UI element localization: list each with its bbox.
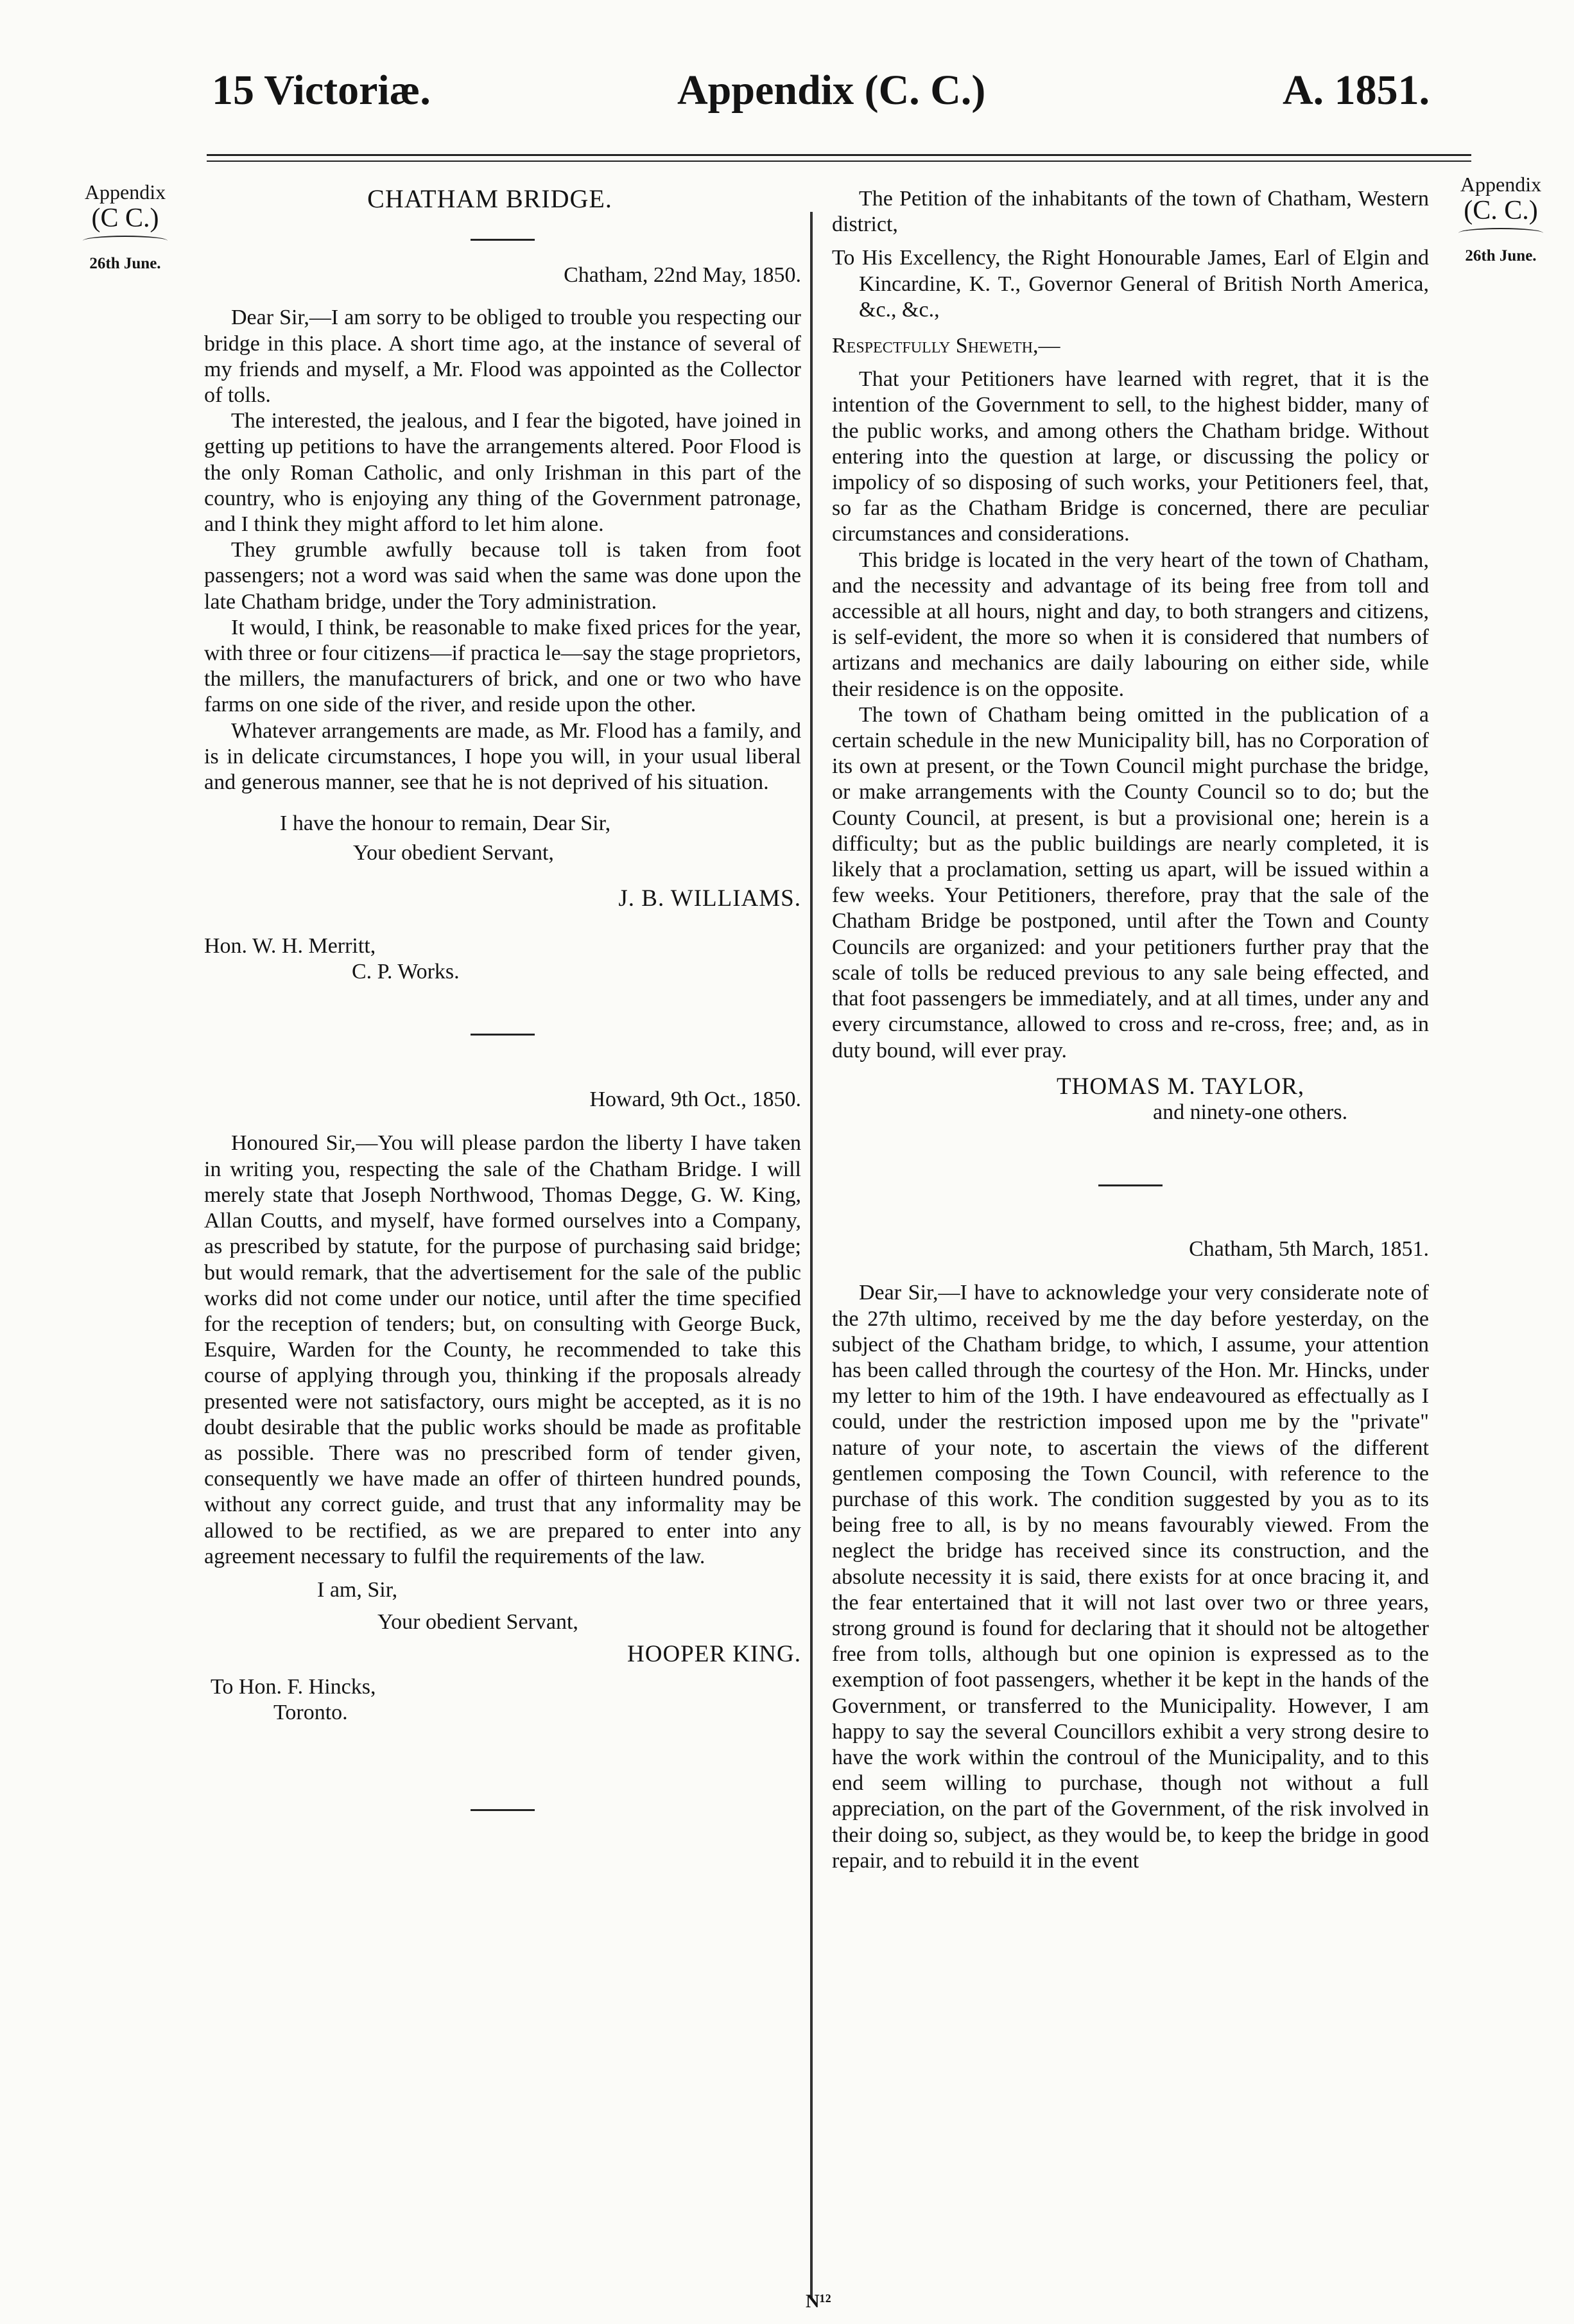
column-divider bbox=[810, 212, 813, 2298]
short-rule bbox=[1098, 1184, 1163, 1186]
letter1-closing-servant: Your obedient Servant, bbox=[353, 841, 554, 865]
letter1-dateline: Chatham, 22nd May, 1850. bbox=[564, 263, 801, 288]
short-rule bbox=[471, 239, 535, 241]
letter2-paragraph: Honoured Sir,—You will please pardon the liberty I have taken in writing you, respecting the sale of the Chatham Bridge. I will merely state that Joseph Northwood, Thomas Degge, G. W. King, Allan Coutts, and myself, have formed ourselves into a Company, as prescribed by statute, for the purpose of purchasing said bridge; but would remark, that the advertisement for the sale of the public works did not come under our notice, until after the time specified for the reception of tenders; but, on consulting with George Buck, Esquire, Warden for the County, he recommended to take this course of applying through you, thinking if the proposals already presented were not satisfactory, ours might be accepted, as it is no doubt desirable that the public works should be made as profitable as possible. There was no prescribed form of tender given, consequently we have made an offer of thirteen hundred pounds, without any correct guide, and trust that any informality may be allowed to be rectified, as we are prepared to enter into any agreement necessary to fulfil the requirements of the law. bbox=[204, 1131, 801, 1568]
petition-intro: The Petition of the inhabitants of the town of Chatham, Western district, bbox=[832, 187, 1429, 237]
short-rule bbox=[471, 1034, 535, 1036]
petition-signature: THOMAS M. TAYLOR, bbox=[1057, 1073, 1305, 1100]
letter1-addressee-office: C. P. Works. bbox=[352, 960, 460, 984]
short-rule bbox=[471, 1809, 535, 1811]
margin-note-label: Appendix bbox=[84, 180, 166, 204]
letter2-closing: I am, Sir, bbox=[317, 1577, 398, 1602]
letter1-paragraph: Dear Sir,—I am sorry to be obliged to trouble you respecting our bridge in this place. A short time ago, at the instance of several of my friends and myself, a Mr. Flood was appointed as the Collector of tolls. bbox=[204, 306, 801, 408]
petition-paragraph: The town of Chatham being omitted in the publication of a certain schedule in the new Municipality bill, has no Corporation of its own at present, or the Town Council might purchase the bridge, or make arrangements with the County Council so to do; but the County Council, at present, is but a provisional one; herein is a difficulty; but as the public buildings are nearly completed, it is likely that a proclamation, setting us apart, will be issued within a few weeks. Your Petitioners, therefore, pray that the sale of the Chatham Bridge be postponed, until after the Town and County Councils are organized: and your petitioners further pray that the scale of tolls be reduced previous to any sale being effected, and that foot passengers be immediately, and at all times, under any and every circumstance, allowed to cross and re-cross, free; and, as in duty bound, will ever pray. bbox=[832, 702, 1429, 1062]
margin-note-label: Appendix bbox=[1460, 173, 1542, 196]
margin-note-date: 26th June. bbox=[89, 255, 161, 273]
header-rule-thin bbox=[207, 160, 1471, 162]
letter1-closing: I have the honour to remain, Dear Sir, bbox=[280, 811, 611, 836]
left-column bbox=[204, 186, 801, 1811]
margin-note-code: (C. C.) bbox=[1464, 196, 1538, 226]
letter1-paragraph: The interested, the jealous, and I fear the bigoted, have joined in getting up petitions to have the arrangements altered. Poor Flood is the only Roman Catholic, and only Irishman in this part of the country, who is enjoying any thing of the Government patronage, and I think they might afford to let him alone. bbox=[204, 409, 801, 537]
letter1-paragraph: They grumble awfully because toll is taken from foot passengers; not a word was said when the same was done upon the late Chatham bridge, under the Tory administration. bbox=[204, 538, 801, 614]
letter2-signature: HOOPER KING. bbox=[627, 1641, 801, 1668]
petition-paragraph: This bridge is located in the very heart of the town of Chatham, and the necessity and advantage of its being free from toll and accessible at all hours, night and day, to both strangers and citizens, is self-evident, the more so when it is considered that numbers of artizans and mechanics are daily labouring on either side, while their residence is on the opposite. bbox=[832, 548, 1429, 701]
margin-note-date: 26th June. bbox=[1465, 247, 1537, 265]
letter2-addressee: To Hon. F. Hincks, bbox=[211, 1674, 376, 1699]
header-right: A. 1851. bbox=[1283, 67, 1430, 114]
petition-sheweth: Respectfully Sheweth,— bbox=[832, 334, 1060, 358]
letter2-dateline: Howard, 9th Oct., 1850. bbox=[589, 1088, 801, 1112]
letter1-addressee: Hon. W. H. Merritt, bbox=[204, 933, 376, 958]
letter1-paragraph: It would, I think, be reasonable to make fixed prices for the year, with three or four citizens—if practica le—say the stage proprietors, the millers, the manufacturers of brick, and one or two who have farms on one side of the river, and reside upon the other. bbox=[204, 615, 801, 717]
petition-paragraph: That your Petitioners have learned with regret, that it is the intention of the Government to sell, to the highest bidder, many of the public works, and among others the Chatham bridge. Without entering into the question at large, or discussing the policy or impolicy of so disposing of such works, your Petitioners feel, that, so far as the Chatham Bridge is concerned, there are peculiar circumstances and considerations. bbox=[832, 367, 1429, 546]
right-column bbox=[832, 186, 1429, 1874]
brace-divider bbox=[1458, 228, 1543, 238]
letter2-addressee-city: Toronto. bbox=[273, 1700, 348, 1724]
margin-note-left bbox=[67, 181, 183, 273]
header-center: Appendix (C. C.) bbox=[677, 67, 986, 114]
letter3-paragraph: Dear Sir,—I have to acknowledge your very considerate note of the 27th ultimo, received by me the day before yesterday, on the subject of the Chatham bridge, to which, I assume, your attention has been called through the courtesy of the Hon. Mr. Hincks, under my letter to him of the 19th. I have endeavoured as effectually as I could, under the restriction imposed upon me by the "private" nature of your note, to ascertain the views of the different gentlemen composing the Town Council, with reference to the purchase of this work. The condition suggested by you as to its being free to all, is by no means favourably viewed. From the neglect the bridge has received since its construction, and the absolute necessity it is said, there exists for at once bracing it, and the fear entertained that it will not last over two or three years, strong ground is found for declaring that it should not be altogether free from tolls, although but one opinion is expressed as to the exemption of foot passengers, whether it be kept in the hands of the Government, or transferred to the Municipality. However, I am happy to say the several Councillors exhibit a very strong desire to have the work within the controul of the Municipality, and to this end seem willing to purchase, though not without a full appreciation, on the part of the Government, of the risk involved in their doing so, subject, as they would be, to keep the bridge in good repair, and to rebuild it in the event bbox=[832, 1281, 1429, 1873]
petition-cosigners: and ninety-one others. bbox=[1153, 1100, 1348, 1124]
section-title: CHATHAM BRIDGE. bbox=[367, 184, 612, 213]
margin-note-right bbox=[1443, 173, 1559, 265]
petition-addressee: To His Excellency, the Right Honourable James, Earl of Elgin and Kincardine, K. T., Governor General of British North America, &c., &c., bbox=[832, 246, 1429, 322]
signature-mark: N¹² bbox=[806, 2291, 831, 2312]
brace-divider bbox=[83, 236, 168, 246]
header-left: 15 Victoriæ. bbox=[212, 67, 431, 114]
letter1-paragraph: Whatever arrangements are made, as Mr. Flood has a family, and is in delicate circumstances, I hope you will, in your usual liberal and generous manner, see that he is not deprived of his situation. bbox=[204, 718, 801, 795]
margin-note-code: (C C.) bbox=[91, 204, 159, 234]
letter2-closing-servant: Your obedient Servant, bbox=[377, 1610, 578, 1635]
letter3-dateline: Chatham, 5th March, 1851. bbox=[1189, 1237, 1429, 1262]
letter1-signature: J. B. WILLIAMS. bbox=[618, 885, 801, 912]
header-rule bbox=[207, 154, 1471, 156]
